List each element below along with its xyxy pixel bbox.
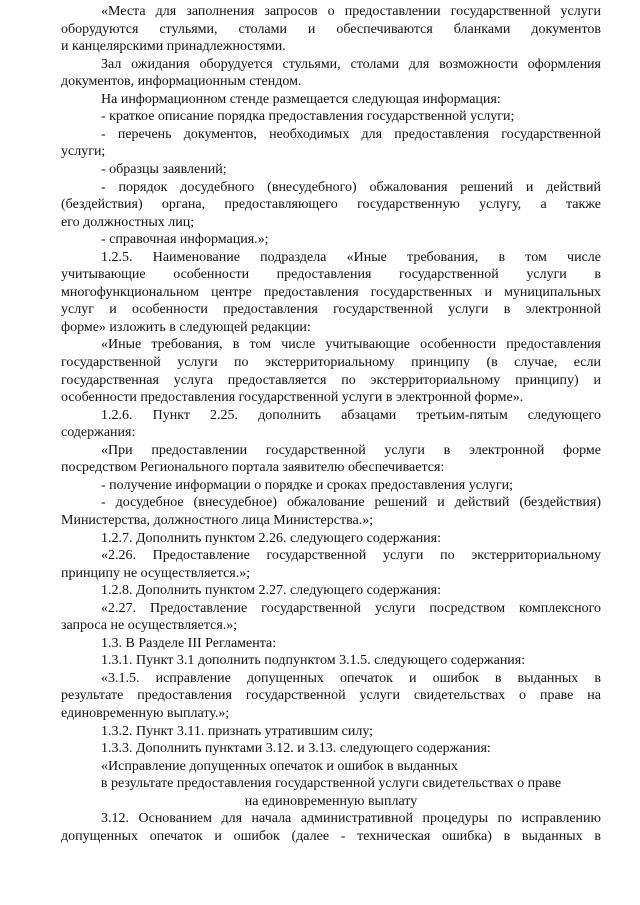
text-line: 1.3.3. Дополнить пунктами 3.12. и 3.13. следующего содержания: [101,741,491,757]
text-line: 1.3.2. Пункт 3.11. признать утратившим силу; [101,723,374,739]
text-line: допущенных опечаток и ошибок (далее - техническая ошибка) в выданных в [61,828,601,844]
text-line: на единовременную выплату [244,793,418,809]
text-line: государственной услуги по экстерриториальному принципу (в случае, если [61,355,601,370]
text-line: «Исправление допущенных опечаток и ошибок в выданных [101,758,458,774]
text-line: - порядок досудебного (внесудебного) обжалования решений и действий [101,179,601,195]
text-line: На информационном стенде размещается следующая информация: [101,91,501,107]
text-line: многофункциональном центре предоставления государственных и муниципальных [61,284,601,300]
text-line: «Иные требования, в том числе учитывающие особенности предоставления [101,337,601,353]
text-line: услуги; [61,144,106,160]
text-line: документов, информационным стендом. [61,74,302,90]
text-line: особенности предоставления государственной услуги в электронной форме». [61,390,524,406]
text-line: учитывающие особенности предоставления государственной услуги в [61,267,601,283]
text-line: - досудебное (внесудебное) обжалование решений и действий (бездействия) [101,495,601,511]
text-line: - получение информации о порядке и сроках предоставления услуги; [101,477,514,493]
text-line: запроса не осуществляется.»; [61,618,238,634]
text-line: форме» изложить в следующей редакции: [61,319,311,335]
text-line: «2.27. Предоставление государственной услуги посредством комплексного [101,600,601,616]
text-line: 1.3. В Разделе III Регламента: [101,635,277,651]
text-line: 1.2.5. Наименование подраздела «Иные требования, в том числе [101,249,601,265]
text-line: - образцы заявлений; [101,161,227,177]
text-line: Министерства, должностного лица Министерства.»; [61,512,374,528]
text-line: услуг и особенности предоставления государственной услуги в электронной [61,302,601,318]
text-line: в результате предоставления государственной услуги свидетельствах о праве [100,776,562,792]
text-line: его должностных лиц; [61,214,195,230]
text-line: принципу не осуществляется.»; [61,565,251,581]
text-line: «Места для заполнения запросов о предоставлении государственной услуги [101,4,601,19]
text-line: (бездействия) органа, предоставляющего государственную услугу, а также [61,197,601,213]
text-line: 1.3.1. Пункт 3.1 дополнить подпунктом 3.1.5. следующего содержания: [101,653,526,669]
text-line: 1.2.7. Дополнить пунктом 2.26. следующего содержания: [101,530,442,546]
text-line: «При предоставлении государственной услуги в электронной форме [101,442,601,458]
text-line: оборудуются стульями, столами и обеспечиваются бланками документов [61,21,601,37]
text-line: - краткое описание порядка предоставления государственной услуги; [101,109,515,125]
text-line: содержания: [61,425,136,441]
text-line: государственная услуга предоставляется по экстерриториальному принципу) и [61,372,601,388]
text-line: 1.2.8. Дополнить пунктом 2.27. следующего содержания: [101,583,442,599]
text-line: единовременную выплату.»; [61,706,230,721]
text-line: 1.2.6. Пункт 2.25. дополнить абзацами третьим-пятым следующего [101,407,601,423]
text-line: «2.26. Предоставление государственной услуги по экстерриториальному [101,548,601,564]
text-line: посредством Регионального портала заявителю обеспечивается: [61,460,445,476]
text-line: - справочная информация.»; [101,232,269,248]
text-line: и канцелярскими принадлежностями. [61,39,286,55]
text-line: Зал ожидания оборудуется стульями, столами для возможности оформления [101,56,601,72]
text-line: - перечень документов, необходимых для предоставления государственной [101,126,601,142]
text-line: «3.1.5. исправление допущенных опечаток и ошибок в выданных в [101,670,601,686]
text-line: 3.12. Основанием для начала административной процедуры по исправлению [101,811,601,827]
text-line: результате предоставления государственной услуги свидетельствах о праве на [61,688,601,704]
